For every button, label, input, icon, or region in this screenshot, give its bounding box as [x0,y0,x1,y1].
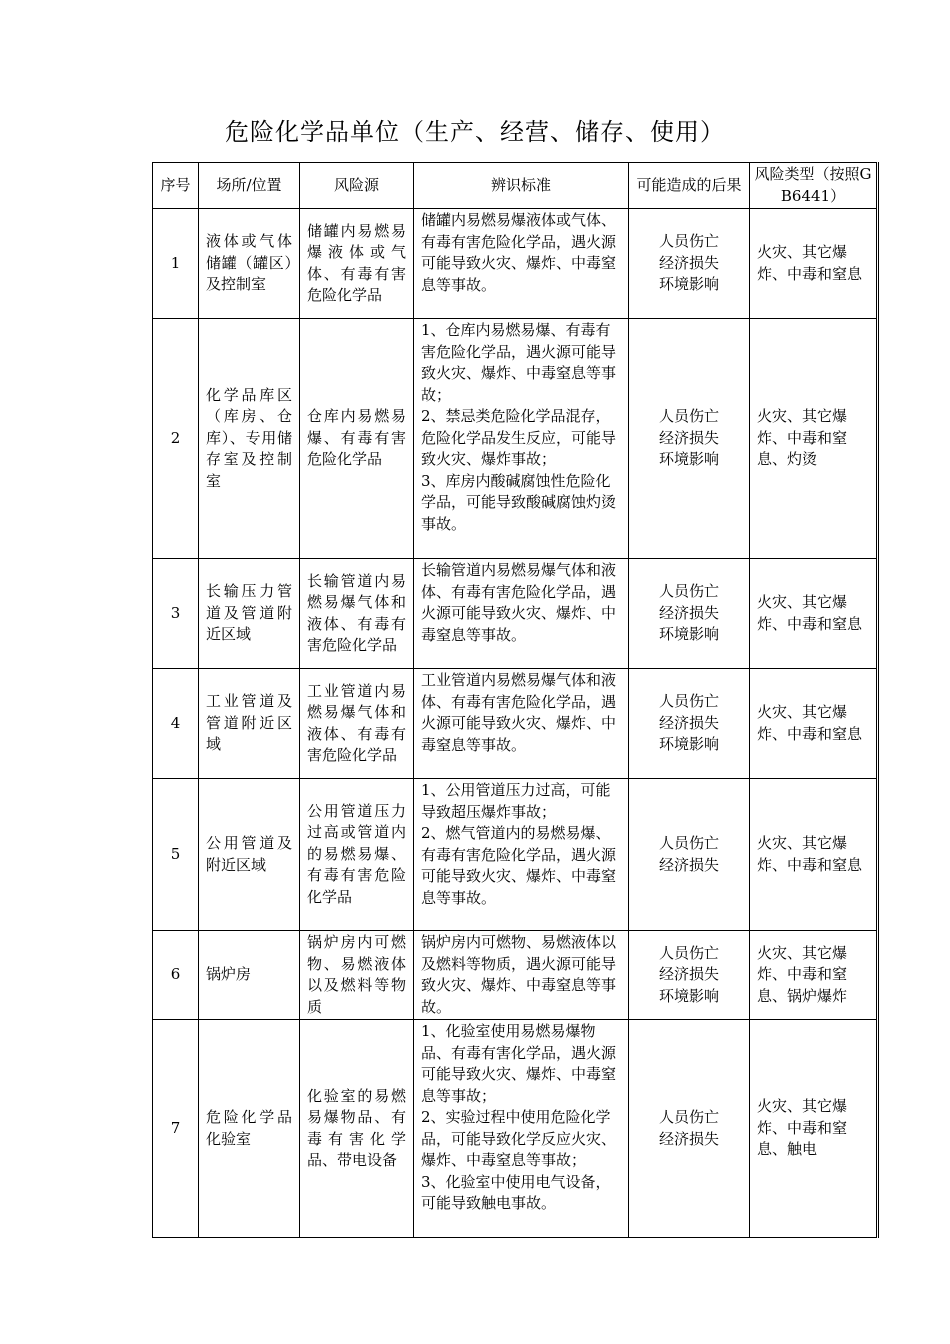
risk-source-cell: 长输管道内易燃易爆气体和液体、有毒有害危险化学品 [300,559,414,669]
standard-cell: 1、仓库内易燃易爆、有毒有害危险化学品，遇火源可能导致火灾、爆炸、中毒窒息等事故； 2、禁忌类危险化学品混存，危险化学品发生反应，可能导致火灾、爆炸事故； 3、库房内酸碱腐蚀性危险化学品，可能导致酸碱腐蚀灼烫事故。 [414,319,629,559]
standard-cell: 工业管道内易燃易爆气体和液体、有毒有害危险化学品，遇火源可能导致火灾、爆炸、中毒窒息等事故。 [414,669,629,779]
table-header-row [153,163,877,209]
place-cell: 化学品库区（库房、仓库）、专用储存室及控制室 [199,319,300,559]
standard-cell: 长输管道内易燃易爆气体和液体、有毒有害危险化学品，遇火源可能导致火灾、爆炸、中毒窒息等事故。 [414,559,629,669]
table-row [153,779,877,931]
risk-type-cell: 火灾、其它爆炸、中毒和窒息 [750,209,877,319]
risk-source-cell: 仓库内易燃易爆、有毒有害危险化学品 [300,319,414,559]
header-identification-standard: 辨识标准 [414,163,629,209]
place-cell: 危险化学品化验室 [199,1020,300,1238]
consequence-cell: 人员伤亡 经济损失 环境影响 [629,559,750,669]
place-cell: 工业管道及管道附近区域 [199,669,300,779]
header-risk-type: 风险类型（按照GB6441） [750,163,877,209]
place-cell: 公用管道及附近区域 [199,779,300,931]
serial-number-cell: 7 [153,1020,199,1238]
table-row [153,209,877,319]
serial-number-cell: 3 [153,559,199,669]
serial-number-cell: 1 [153,209,199,319]
consequence-cell: 人员伤亡 经济损失 环境影响 [629,669,750,779]
risk-type-cell: 火灾、其它爆炸、中毒和窒息 [750,669,877,779]
serial-number-cell: 6 [153,931,199,1020]
risk-identification-table [152,162,877,1238]
risk-type-cell: 火灾、其它爆炸、中毒和窒息、灼烫 [750,319,877,559]
standard-cell: 储罐内易燃易爆液体或气体、有毒有害危险化学品，遇火源可能导致火灾、爆炸、中毒窒息等事故。 [414,209,629,319]
consequence-cell: 人员伤亡 经济损失 [629,1020,750,1238]
risk-type-cell: 火灾、其它爆炸、中毒和窒息 [750,779,877,931]
place-cell: 液体或气体储罐（罐区）及控制室 [199,209,300,319]
standard-cell: 锅炉房内可燃物、易燃液体以及燃料等物质，遇火源可能导致火灾、爆炸、中毒窒息等事故。 [414,931,629,1020]
table-row [153,1020,877,1238]
standard-cell: 1、公用管道压力过高，可能导致超压爆炸事故； 2、燃气管道内的易燃易爆、有毒有害危险化学品，遇火源可能导致火灾、爆炸、中毒窒息等事故。 [414,779,629,931]
consequence-cell: 人员伤亡 经济损失 环境影响 [629,931,750,1020]
standard-cell: 1、化验室使用易燃易爆物品、有毒有害化学品，遇火源可能导致火灾、爆炸、中毒窒息等事故； 2、实验过程中使用危险化学品，可能导致化学反应火灾、爆炸、中毒窒息等事故； 3、化验室中使用电气设备，可能导致触电事故。 [414,1020,629,1238]
header-place: 场所/位置 [199,163,300,209]
serial-number-cell: 5 [153,779,199,931]
table-right-border-line [878,162,879,1238]
serial-number-cell: 4 [153,669,199,779]
risk-source-cell: 工业管道内易燃易爆气体和液体、有毒有害危险化学品 [300,669,414,779]
serial-number-cell: 2 [153,319,199,559]
consequence-cell: 人员伤亡 经济损失 环境影响 [629,209,750,319]
consequence-cell: 人员伤亡 经济损失 环境影响 [629,319,750,559]
risk-type-cell: 火灾、其它爆炸、中毒和窒息、触电 [750,1020,877,1238]
consequence-cell: 人员伤亡 经济损失 [629,779,750,931]
risk-type-cell: 火灾、其它爆炸、中毒和窒息、锅炉爆炸 [750,931,877,1020]
risk-type-cell: 火灾、其它爆炸、中毒和窒息 [750,559,877,669]
header-possible-consequences: 可能造成的后果 [629,163,750,209]
risk-source-cell: 公用管道压力过高或管道内的易燃易爆、有毒有害危险化学品 [300,779,414,931]
document-title: 危险化学品单位（生产、经营、储存、使用） [225,118,725,146]
header-risk-source: 风险源 [300,163,414,209]
risk-source-cell: 锅炉房内可燃物、易燃液体以及燃料等物质 [300,931,414,1020]
header-serial-number: 序号 [153,163,199,209]
table-row [153,319,877,559]
table-row [153,559,877,669]
place-cell: 长输压力管道及管道附近区域 [199,559,300,669]
table-row [153,669,877,779]
table-row [153,931,877,1020]
risk-source-cell: 储罐内易燃易爆液体或气体、有毒有害危险化学品 [300,209,414,319]
place-cell: 锅炉房 [199,931,300,1020]
risk-source-cell: 化验室的易燃易爆物品、有毒有害化学品、带电设备 [300,1020,414,1238]
